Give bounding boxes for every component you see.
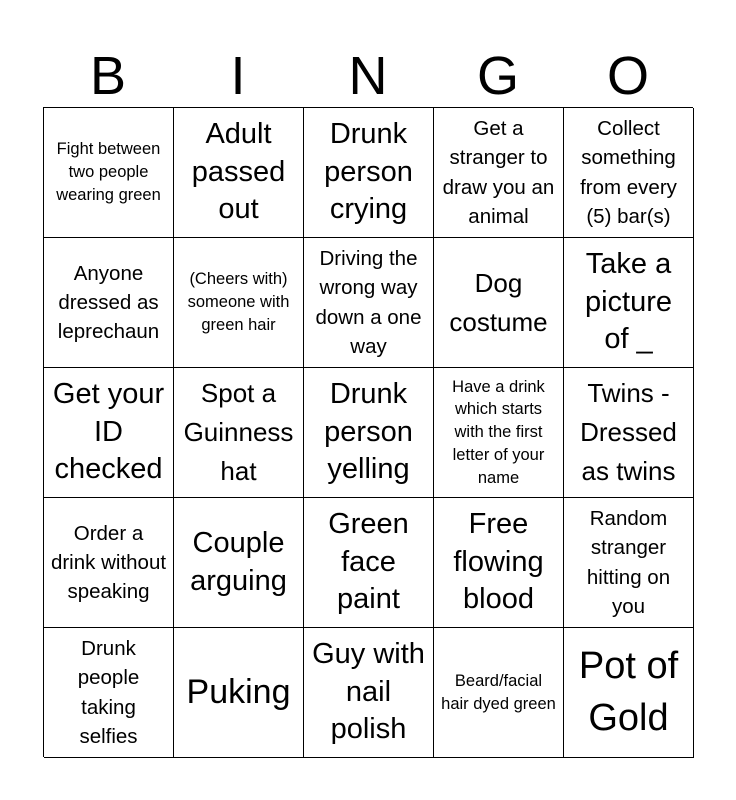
header-letter-g: G: [476, 46, 519, 106]
bingo-cell[interactable]: Green face paint: [304, 498, 434, 628]
bingo-cell[interactable]: (Cheers with) someone with green hair: [174, 238, 304, 368]
bingo-cell[interactable]: Anyone dressed as leprechaun: [44, 238, 174, 368]
bingo-card-grid: [43, 107, 693, 757]
bingo-cell[interactable]: Drunk person crying: [304, 108, 434, 238]
bingo-cell[interactable]: Beard/facial hair dyed green: [434, 628, 564, 758]
header-letter-i: I: [230, 46, 246, 106]
bingo-cell[interactable]: Puking: [174, 628, 304, 758]
bingo-cell[interactable]: Guy with nail polish: [304, 628, 434, 758]
bingo-cell[interactable]: Get a stranger to draw you an animal: [434, 108, 564, 238]
header-letter-b: B: [89, 46, 127, 106]
bingo-cell[interactable]: Driving the wrong way down a one way: [304, 238, 434, 368]
bingo-cell[interactable]: Spot a Guinness hat: [174, 368, 304, 498]
bingo-cell[interactable]: Have a drink which starts with the first letter of your name: [434, 368, 564, 498]
header-letter-n: N: [348, 46, 388, 106]
bingo-cell[interactable]: Free flowing blood: [434, 498, 564, 628]
bingo-cell[interactable]: Pot of Gold: [564, 628, 694, 758]
bingo-cell[interactable]: Drunk people taking selfies: [44, 628, 174, 758]
header-letter-o: O: [606, 46, 649, 106]
bingo-cell[interactable]: Drunk person yelling: [304, 368, 434, 498]
bingo-cell[interactable]: Take a picture of _: [564, 238, 694, 368]
bingo-cell[interactable]: Random stranger hitting on you: [564, 498, 694, 628]
bingo-header: [43, 44, 693, 108]
bingo-cell[interactable]: Twins - Dressed as twins: [564, 368, 694, 498]
bingo-cell[interactable]: Dog costume: [434, 238, 564, 368]
bingo-cell[interactable]: Get your ID checked: [44, 368, 174, 498]
bingo-cell[interactable]: Adult passed out: [174, 108, 304, 238]
bingo-cell[interactable]: Couple arguing: [174, 498, 304, 628]
bingo-cell[interactable]: Collect something from every (5) bar(s): [564, 108, 694, 238]
bingo-cell[interactable]: Fight between two people wearing green: [44, 108, 174, 238]
bingo-cell[interactable]: Order a drink without speaking: [44, 498, 174, 628]
